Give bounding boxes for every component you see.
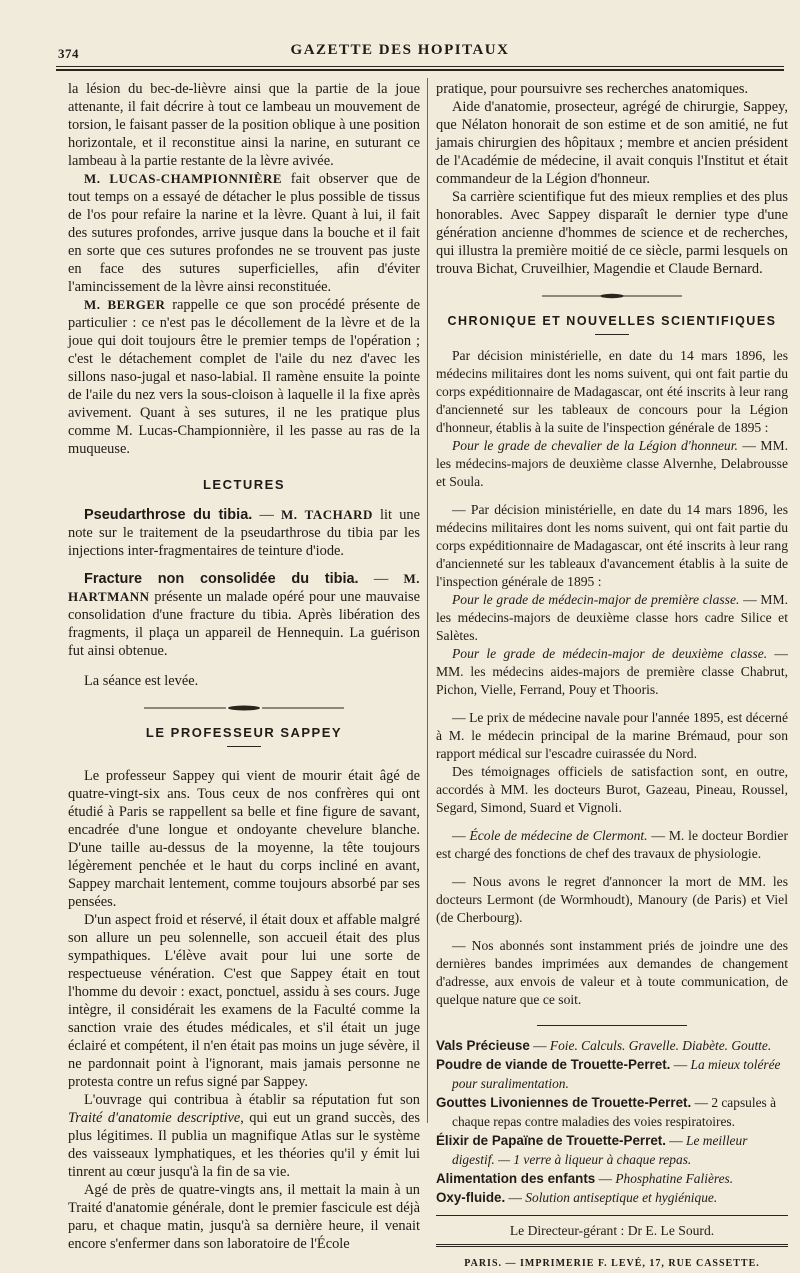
section-heading-lectures: LECTURES — [202, 477, 286, 492]
speaker-name: M. TACHARD — [281, 507, 373, 522]
ad-text: Solution antiseptique et hygiénique. — [525, 1190, 718, 1205]
ornament-divider — [68, 702, 420, 714]
ornament-divider — [436, 290, 788, 302]
short-rule — [227, 746, 261, 747]
section-heading-sappey: LE PROFESSEUR SAPPEY — [145, 725, 343, 740]
paragraph — [68, 170, 420, 296]
paragraph-text: présente un malade opéré pour une mauvaise consolidation d'une fracture du tibia. Après libération des fragments, il plaça un appareil de Hennequin. La guérison fut ainsi obtenue. — [68, 589, 420, 659]
signature: Le Directeur-gérant : Dr E. Le Sourd. — [509, 1223, 715, 1238]
paragraph-text: — MM. les médecins-majors de deuxième classe Alvernhe, Delabrousse et Soula. — [436, 438, 789, 489]
divider-rule — [436, 1215, 788, 1216]
ad-name: Poudre de viande de Trouette-Perret. — [436, 1057, 671, 1072]
paragraph — [68, 296, 420, 458]
paragraph-text: — MM. les médecins-majors de deuxième classe hors cadre Silice et Salètes. — [436, 592, 788, 643]
news-section — [436, 347, 788, 1009]
news-item: — Nos abonnés sont instamment priés de joindre une des dernières bandes imprimées aux demandes de changement d'adresse, aux envois de valeur et à toute communication, de quelque nature que ce soit. — [436, 938, 788, 1007]
paragraph-text: — MM. les médecins aides-majors de première classe Chabrut, Pichon, Vielle, Ferrand, Pouy et Thooris. — [436, 646, 788, 697]
news-item: — Le prix de médecine navale pour l'année 1895, est décerné à M. le médecin principal de la marine Brémaud, pour son rapport médical sur l'escadre cuirassée du Nord. — [436, 710, 788, 761]
paragraph — [68, 1091, 420, 1181]
double-rule — [436, 1244, 788, 1247]
paragraph-text: rappelle ce que son procédé présente de particulier : ce n'est pas le décollement de la lèvre et de la joue qui doit toujours être le premier temps de l'opération ; c'est le détachement complet de l'aile du nez d'avec les sillons naso-jugal et naso-labial. Il ramène ensuite la pointe de l'aile du nez vers la sous-cloison à laquelle il la fixe après avivement. Quant à ses sutures, il ne les pratique plus comme M. Lucas-Championnière, il les passe au ras de la muqueuse. — [68, 297, 421, 457]
right-column — [436, 80, 789, 1269]
ad-item: Poudre de viande de Trouette-Perret. — La mieux tolérée pour suralimentation. — [436, 1057, 781, 1091]
paragraph: Aide d'anatomie, prosecteur, agrégé de chirurgie, Sappey, que Nélaton honorait de son estime et de son amitié, ne fut jamais chirurgien des hôpitaux ; membre et ancien président de l'Académie de médecine, il avait conquis l'Institut et était commandeur de la Légion d'honneur. — [436, 99, 788, 187]
short-rule — [595, 334, 629, 335]
column-divider — [427, 78, 428, 1123]
news-item: — École de médecine de Clermont. — M. le docteur Bordier est chargé des fonctions de chef des travaux de physiologie. — [436, 828, 788, 861]
page-number: 374 — [58, 46, 79, 61]
advertisements — [436, 1036, 788, 1207]
paragraph-text: fait observer que de tout temps on a essayé de détacher le plus possible de tissus de l'os pour refaire la narine et la lèvre. Quant à lui, il fait des sutures profondes, arrive jusque dans la bouche et il fait en sorte que ces sutures profondes ne se trouvent pas juste en face des sutures superficielles, afin d'éviter l'amincissement de la lèvre ainsi reconstituée. — [68, 171, 420, 295]
header-rule — [56, 66, 784, 71]
paragraph: Sa carrière scientifique fut des mieux remplies et des plus honorables. Avec Sappey disparaît le dernier type d'une génération ancienne d'hommes de science et de recherches, qui illustra la première moitié de ce siècle, parmi lesquels on trouva Bichat, Cruveilhier, Magendie et Claude Bernard. — [436, 189, 788, 277]
news-item — [436, 437, 788, 491]
news-item: Par décision ministérielle, en date du 14 mars 1896, les médecins militaires dont les noms suivent, qui ont fait partie du corps expéditionnaire de Madagascar, ont été inscrits à leur rang d'ancienneté sur les tableaux de concours pour la Légion d'honneur, établis à la suite de l'inspection générale de 1895 : — [436, 348, 788, 435]
speaker-name: M. BERGER — [84, 297, 166, 312]
paragraph-text: , qui eut un grand succès, des plus légitimes. Il publia un magnifique Atlas sur le système des vaisseaux lymphatiques, et les théories qu'il y émit lui tinrent au cœur jusqu'à la fin de sa vie. — [68, 1110, 420, 1180]
ad-item: Oxy-fluide. — Solution antiseptique et hygiénique. — [436, 1190, 718, 1205]
ad-name: Oxy-fluide. — [436, 1190, 506, 1205]
ad-name: Gouttes Livoniennes de Trouette-Perret. — [436, 1095, 692, 1110]
ad-item: Alimentation des enfants — Phosphatine Falières. — [436, 1171, 734, 1186]
ad-text: Foie. Calculs. Gravelle. Diabète. Goutte. — [549, 1038, 772, 1053]
speaker-name: M. HARTMANN — [68, 571, 421, 604]
paragraph: Agé de près de quatre-vingts ans, il mettait la main à un Traité d'anatomie générale, dont le premier fascicule est déjà paru, et chaque matin, jusqu'à sa dernière heure, il venait encore s'enfermer dans son laboratoire de l'École — [68, 1182, 420, 1252]
ad-text: 2 capsules à chaque repas contre maladies des voies respiratoires. — [452, 1095, 777, 1129]
paragraph: Le professeur Sappey qui vient de mourir était âgé de quatre-vingt-six ans. Tous ceux de nos confrères qui ont étudié à Paris se rappellent sa belle et fine figure de savant, encadrée d'une longue et ondoyante chevelure blanche. D'une taille au-dessus de la moyenne, la tête toujours légèrement penchée et le haut du corps incliné en avant, Sappey marchait lentement, comme toujours absorbé par ses pensées. — [68, 768, 420, 910]
running-head-title: GAZETTE DES HOPITAUX — [290, 42, 510, 58]
section-heading-chronique: CHRONIQUE ET NOUVELLES SCIENTIFIQUES — [447, 314, 777, 328]
paragraph: pratique, pour poursuivre ses recherches anatomiques. — [436, 81, 749, 97]
news-item — [436, 591, 788, 645]
school-name: École de médecine de Clermont. — [469, 828, 648, 843]
news-item: — Nous avons le regret d'annoncer la mort de MM. les docteurs Lermont (de Wormhoudt), Manoury (de Paris) et Viel (de Cherbourg). — [436, 874, 788, 925]
left-column — [68, 80, 421, 1252]
ad-name: Alimentation des enfants — [436, 1171, 596, 1186]
ad-text: Le meilleur digestif. — 1 verre à liqueur à chaque repas. — [452, 1133, 748, 1167]
news-item: Des témoignages officiels de satisfaction sont, en outre, accordés à MM. les docteurs Burot, Gazeau, Pineau, Roussel, Segard, Simond, Suard et Vignoli. — [436, 764, 788, 815]
closing-line: La séance est levée. — [84, 673, 199, 689]
imprint: PARIS. — IMPRIMERIE F. LEVÉ, 17, RUE CASSETTE. — [464, 1258, 760, 1269]
ad-text: La mieux tolérée pour suralimentation. — [452, 1057, 781, 1091]
paragraph: la lésion du bec-de-lièvre ainsi que la partie de la joue attenante, il fait décrire à tout ce lambeau un mouvement de torsion, le faisant passer de la position oblique à une position horizontale, et il reconstitue ainsi la narine, en suturant ce lambeau à la partie restante de la lèvre avivée. — [68, 81, 420, 169]
paragraph: Fracture non consolidée du tibia. — M. HARTMANN présente un malade opéré pour une mauvaise consolidation d'une fracture du tibia. Après libération des fragments, il plaça un appareil de Hennequin. La guérison fut ainsi obtenue. — [68, 571, 421, 659]
lecture-title: Fracture non consolidée du tibia. — [84, 571, 359, 587]
ad-name: Vals Précieuse — [436, 1038, 530, 1053]
news-item: — Par décision ministérielle, en date du 14 mars 1896, les médecins militaires dont les noms suivent, qui ont fait partie du corps expéditionnaire de Madagascar, ont été inscrits à leur rang d'ancienneté sur les tableaux d'avancement établis à la suite de l'inspection générale de 1895 : — [436, 502, 788, 589]
paragraph: D'un aspect froid et réservé, il était doux et affable malgré son allure un peu solennelle, son accueil était des plus sympathiques. L'élève avait pour lui une sorte de respectueuse vénération. C'est que Sappey était en tout l'homme du devoir : exact, ponctuel, assidu à ses cours. Juge intègre, il considérait les examens de la Faculté comme la sanction vraie des études médicales, et s'il était un juge éclairé et compétent, il n'en était pas moins un juge sévère, il ne pardonnait point à l'ignorant, mais jamais personne ne protesta contre un refus signé par Sappey. — [68, 912, 420, 1090]
grade-heading: Pour le grade de médecin-major de deuxième classe. — [452, 646, 768, 661]
ad-item: Vals Précieuse — Foie. Calculs. Gravelle. Diabète. Goutte. — [436, 1038, 772, 1053]
grade-heading: Pour le grade de chevalier de la Légion d'honneur. — [452, 438, 738, 453]
book-title: Traité d'anatomie descriptive — [68, 1110, 241, 1126]
paragraph: Pseudarthrose du tibia. — M. TACHARD lit une note sur le traitement de la pseudarthrose du tibia par les injections inter-fragmentaires de teinture d'iode. — [68, 507, 420, 559]
news-item — [436, 645, 788, 699]
ad-item: Gouttes Livoniennes de Trouette-Perret. — 2 capsules à chaque repas contre maladies des voies respiratoires. — [436, 1095, 777, 1129]
ad-name: Élixir de Papaïne de Trouette-Perret. — [436, 1133, 666, 1148]
divider-rule — [537, 1025, 687, 1026]
paragraph-text: — M. le docteur Bordier est chargé des fonctions de chef des travaux de physiologie. — [436, 828, 788, 861]
grade-heading: Pour le grade de médecin-major de première classe. — [452, 592, 740, 607]
ad-text: Phosphatine Falières. — [615, 1171, 734, 1186]
speaker-name: M. LUCAS-CHAMPIONNIÈRE — [84, 171, 283, 186]
ad-item: Élixir de Papaïne de Trouette-Perret. — Le meilleur digestif. — 1 verre à liqueur à chaque repas. — [436, 1133, 748, 1167]
lecture-title: Pseudarthrose du tibia. — [84, 507, 253, 523]
paragraph-text: L'ouvrage qui contribua à établir sa réputation fut son — [84, 1092, 420, 1108]
paragraph-text: lit une note sur le traitement de la pseudarthrose du tibia par les injections inter-fragmentaires de teinture d'iode. — [68, 507, 420, 559]
